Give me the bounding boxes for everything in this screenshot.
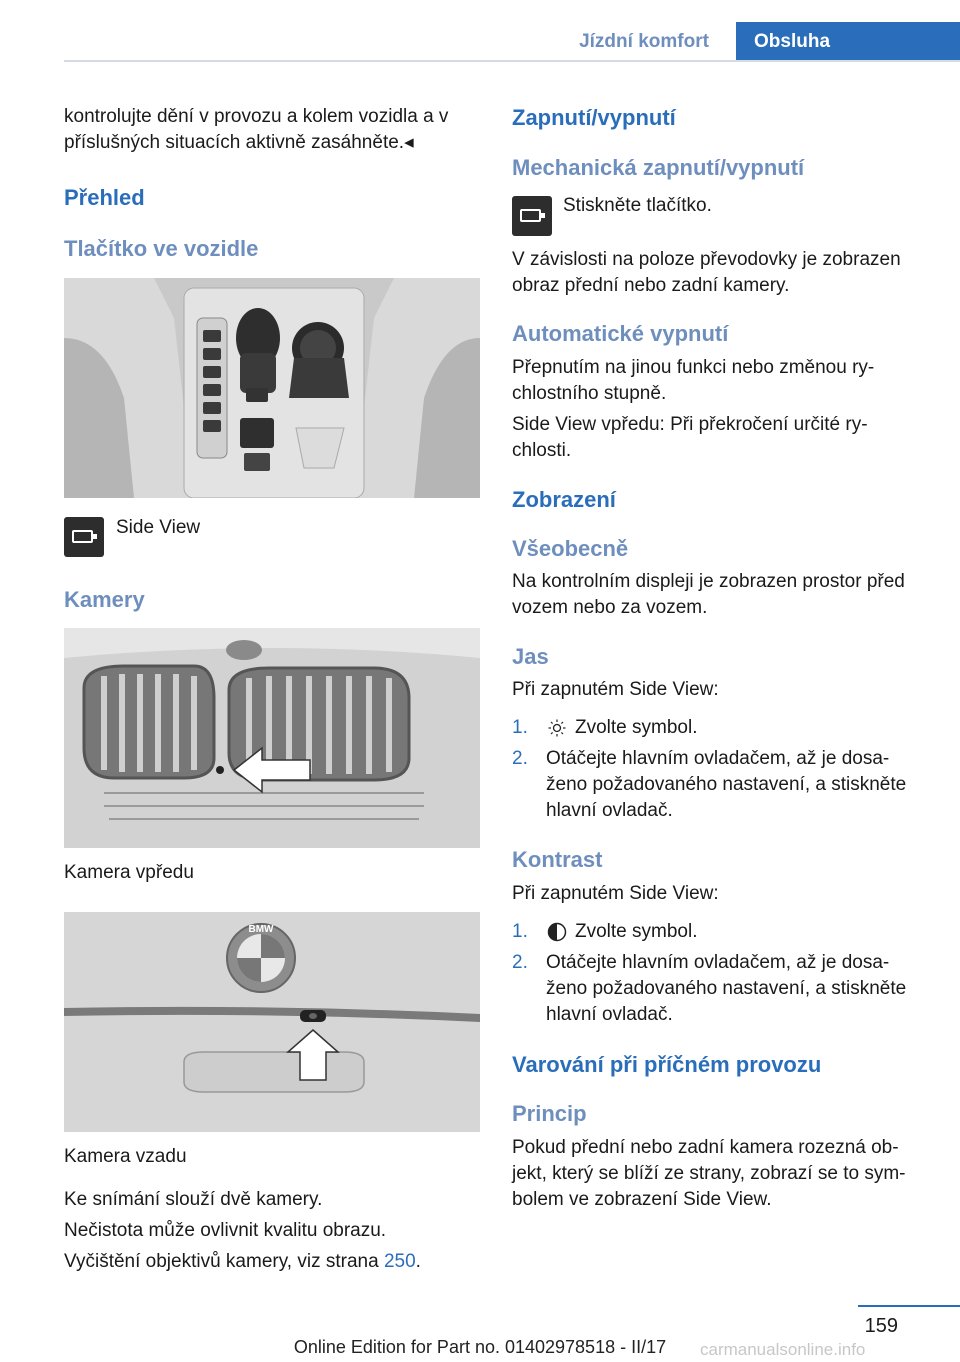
edition-footer: Online Edition for Part no. 01402978518 - II/17 (293, 1337, 667, 1357)
page-number: 159 (864, 1315, 898, 1337)
heading-zapnuti-vypnuti: Zapnutí/vypnutí (512, 105, 676, 130)
auto-line-1: Přepnutím na jinou funkci nebo změnou ry‐ (512, 357, 875, 378)
rear-tailgate-illustration (64, 912, 480, 1132)
press-button-text: Stiskněte tlačítko. (563, 195, 712, 216)
auto-line-2: chlostního stupně. (512, 383, 667, 404)
para-vycisteni-text: Vyčištění objektivů kamery, viz strana (64, 1251, 384, 1272)
jas-step-2-num: 2. (512, 748, 528, 769)
heading-jas: Jas (512, 644, 549, 669)
contrast-icon (547, 922, 567, 942)
side-view-button-icon-2 (512, 196, 552, 236)
heading-kamery: Kamery (64, 587, 145, 612)
brightness-icon (548, 719, 566, 737)
heading-tlacitko-ve-vozidle: Tlačítko ve vozidle (64, 236, 259, 261)
princip-line-1: Pokud přední nebo zadní kamera rozezná ob‐ (512, 1137, 899, 1158)
para-vycisteni-end: . (415, 1251, 421, 1272)
heading-kontrast: Kontrast (512, 847, 603, 872)
sideview-front-line-1: Side View vpředu: Při překročení určité ry‐ (512, 414, 868, 435)
heading-vseobecne: Všeobecně (512, 536, 629, 561)
page-link-250[interactable]: 250 (383, 1251, 416, 1272)
display-line-2: vozem nebo za vozem. (512, 597, 708, 618)
caption-kamera-vpredu: Kamera vpředu (64, 862, 194, 883)
intro-line-1: kontrolujte dění v provozu a kolem vozidla a v (64, 106, 449, 127)
left-column (64, 100, 480, 1280)
caption-kamera-vzadu: Kamera vzadu (64, 1146, 187, 1167)
intro-line-2: příslušných situacích aktivně zasáhněte.◂ (64, 132, 414, 153)
gear-line-2: obraz přední nebo zadní kamery. (512, 275, 790, 296)
para-necistota: Nečistota může ovlivnit kvalitu obrazu. (64, 1220, 387, 1241)
kontrast-step-2-line-2: ženo požadovaného nastavení, a stiskněte (546, 978, 907, 999)
para-dve-kamery: Ke snímání slouží dvě kamery. (64, 1189, 323, 1210)
footer-divider (858, 1305, 960, 1307)
jas-steps (512, 715, 930, 825)
princip-line-3: bolem ve zobrazení Side View. (512, 1189, 772, 1210)
jas-step-2-line-2: ženo požadovaného nastavení, a stiskněte (546, 774, 907, 795)
jas-intro: Při zapnutém Side View: (512, 679, 719, 700)
heading-zobrazeni: Zobrazení (512, 487, 616, 512)
side-view-button-icon (64, 517, 104, 557)
heading-mechanicka: Mechanická zapnutí/vypnutí (512, 155, 805, 180)
right-column (512, 100, 930, 1280)
section-tab-obsluha[interactable]: Obsluha (736, 22, 960, 62)
header-divider (64, 60, 960, 62)
kontrast-step-2-line-3: hlavní ovladač. (546, 1004, 673, 1025)
front-grille-illustration (64, 628, 480, 848)
jas-step-1-text: Zvolte symbol. (575, 717, 698, 738)
heading-prehled: Přehled (64, 185, 145, 210)
kontrast-intro: Při zapnutém Side View: (512, 883, 719, 904)
kontrast-step-2-num: 2. (512, 952, 528, 973)
para-vycisteni (64, 1249, 421, 1275)
jas-step-2-line-1: Otáčejte hlavním ovladačem, až je dosa‐ (546, 748, 890, 769)
heading-automaticke-vypnuti: Automatické vypnutí (512, 321, 729, 346)
console-photo (64, 278, 480, 498)
jas-step-1-num: 1. (512, 717, 528, 738)
watermark: carmanualsonline.info (700, 1340, 866, 1359)
side-view-label: Side View (116, 517, 201, 538)
console-illustration (64, 278, 480, 498)
section-tab-jizdni-komfort[interactable]: Jízdní komfort (579, 31, 709, 52)
display-line-1: Na kontrolním displeji je zobrazen prostor před (512, 571, 905, 592)
heading-princip: Princip (512, 1101, 587, 1126)
kontrast-step-2-line-1: Otáčejte hlavním ovladačem, až je dosa‐ (546, 952, 890, 973)
bmw-logo-letters: BMW (248, 924, 274, 935)
rear-camera-photo (64, 912, 480, 1132)
kontrast-steps (512, 919, 930, 1029)
heading-varovani-pricny-provoz: Varování při příčném provozu (512, 1052, 822, 1077)
kontrast-step-1-num: 1. (512, 921, 528, 942)
front-camera-photo (64, 628, 480, 848)
princip-line-2: jekt, který se blíží ze strany, zobrazí se to sym‐ (512, 1163, 906, 1184)
jas-step-2-line-3: hlavní ovladač. (546, 800, 673, 821)
sideview-front-line-2: chlosti. (512, 440, 572, 461)
kontrast-step-1-text: Zvolte symbol. (575, 921, 698, 942)
gear-line-1: V závislosti na poloze převodovky je zobrazen (512, 249, 901, 270)
